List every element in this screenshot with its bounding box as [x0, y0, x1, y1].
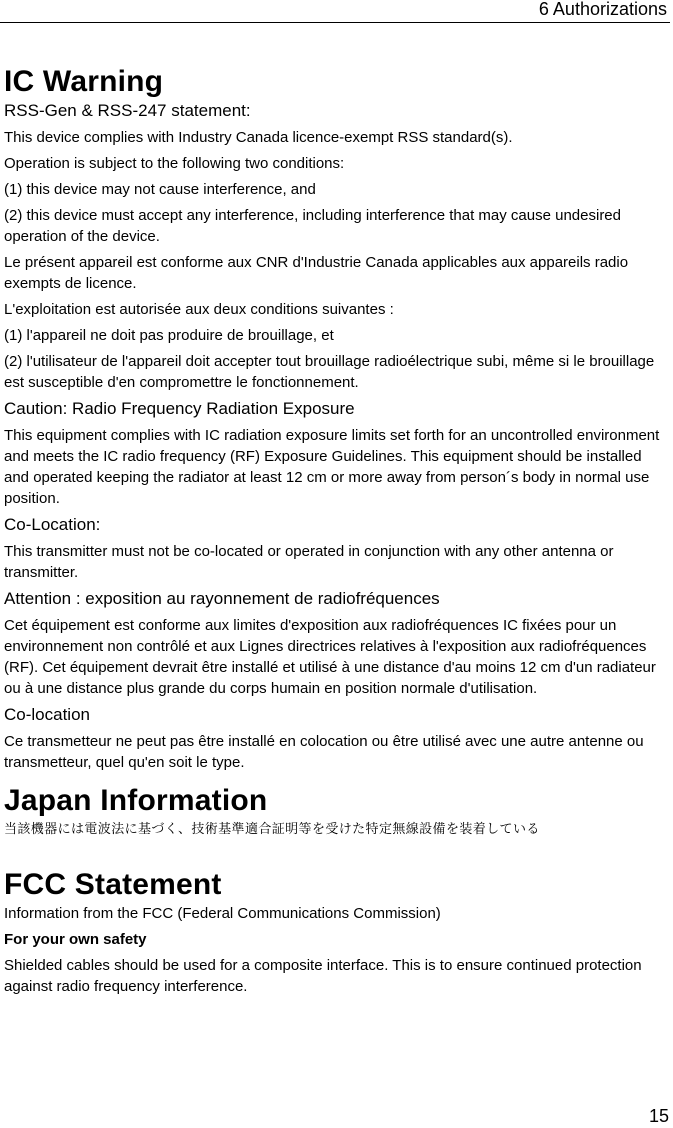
rss-statement-heading: RSS-Gen & RSS-247 statement: [4, 101, 251, 120]
fcc-heading: FCC Statement [4, 868, 222, 901]
ic-paragraph-3: (1) this device may not cause interference, and [4, 181, 316, 198]
ic-paragraph-10: This transmitter must not be co-located or operated in conjunction with any other antenna or transmitter. [4, 543, 614, 581]
ic-paragraph-1: This device complies with Industry Canada licence-exempt RSS standard(s). [4, 129, 513, 146]
ic-paragraph-4: (2) this device must accept any interference, including interference that may cause undesired operation of the device. [4, 207, 621, 245]
fcc-section [4, 867, 670, 997]
japan-text: 当該機器には電波法に基づく、技術基準適合証明等を受けた特定無線設備を装着している [4, 822, 540, 837]
chapter-title: 6 Authorizations [538, 0, 667, 19]
attention-heading: Attention : exposition au rayonnement de radiofréquences [4, 589, 440, 608]
ic-paragraph-6: L'exploitation est autorisée aux deux conditions suivantes : [4, 301, 394, 318]
ic-paragraph-7: (1) l'appareil ne doit pas produire de brouillage, et [4, 327, 334, 344]
caution-heading: Caution: Radio Frequency Radiation Exposure [4, 399, 355, 418]
ic-paragraph-9: This equipment complies with IC radiation exposure limits set forth for an uncontrolled environment and meets the IC radio frequency (RF) Exposure Guidelines. This equipment should be installed and operated keeping the radiator at least 12 cm or more away from person´s body in normal use position. [4, 427, 660, 507]
ic-paragraph-2: Operation is subject to the following two conditions: [4, 155, 345, 172]
ic-paragraph-11: Cet équipement est conforme aux limites d'exposition aux radiofréquences IC fixées pour un environnement non contrôlé et aux Lignes directrices relatives à l'exposition aux radiofréquences (RF). Cet équipement devrait être installé et utilisé à une distance d'au moins 12 cm d'un radiateur ou à une distance plus grande du corps humain en position normale d'utilisation. [4, 617, 656, 697]
page-content [4, 64, 670, 997]
japan-heading: Japan Information [4, 784, 268, 817]
fcc-safety-heading: For your own safety [4, 931, 147, 948]
fcc-safety-text: Shielded cables should be used for a composite interface. This is to ensure continued protection against radio frequency interference. [4, 957, 642, 995]
colocation-heading: Co-Location: [4, 515, 101, 534]
japan-section [4, 783, 670, 841]
page-number: 15 [648, 1106, 669, 1126]
ic-paragraph-8: (2) l'utilisateur de l'appareil doit accepter tout brouillage radioélectrique subi, même si le brouillage est susceptible d'en compromettre le fonctionnement. [4, 353, 655, 391]
colocation-fr-heading: Co-location [4, 705, 90, 724]
fcc-intro: Information from the FCC (Federal Communications Commission) [4, 905, 441, 922]
ic-warning-section [4, 64, 670, 773]
ic-warning-heading: IC Warning [4, 65, 164, 98]
page-header [0, 0, 670, 23]
ic-paragraph-12: Ce transmetteur ne peut pas être installé en colocation ou être utilisé avec une autre antenne ou transmetteur, quel qu'en soit le type. [4, 733, 644, 771]
ic-paragraph-5: Le présent appareil est conforme aux CNR d'Industrie Canada applicables aux appareils radio exempts de licence. [4, 254, 629, 292]
